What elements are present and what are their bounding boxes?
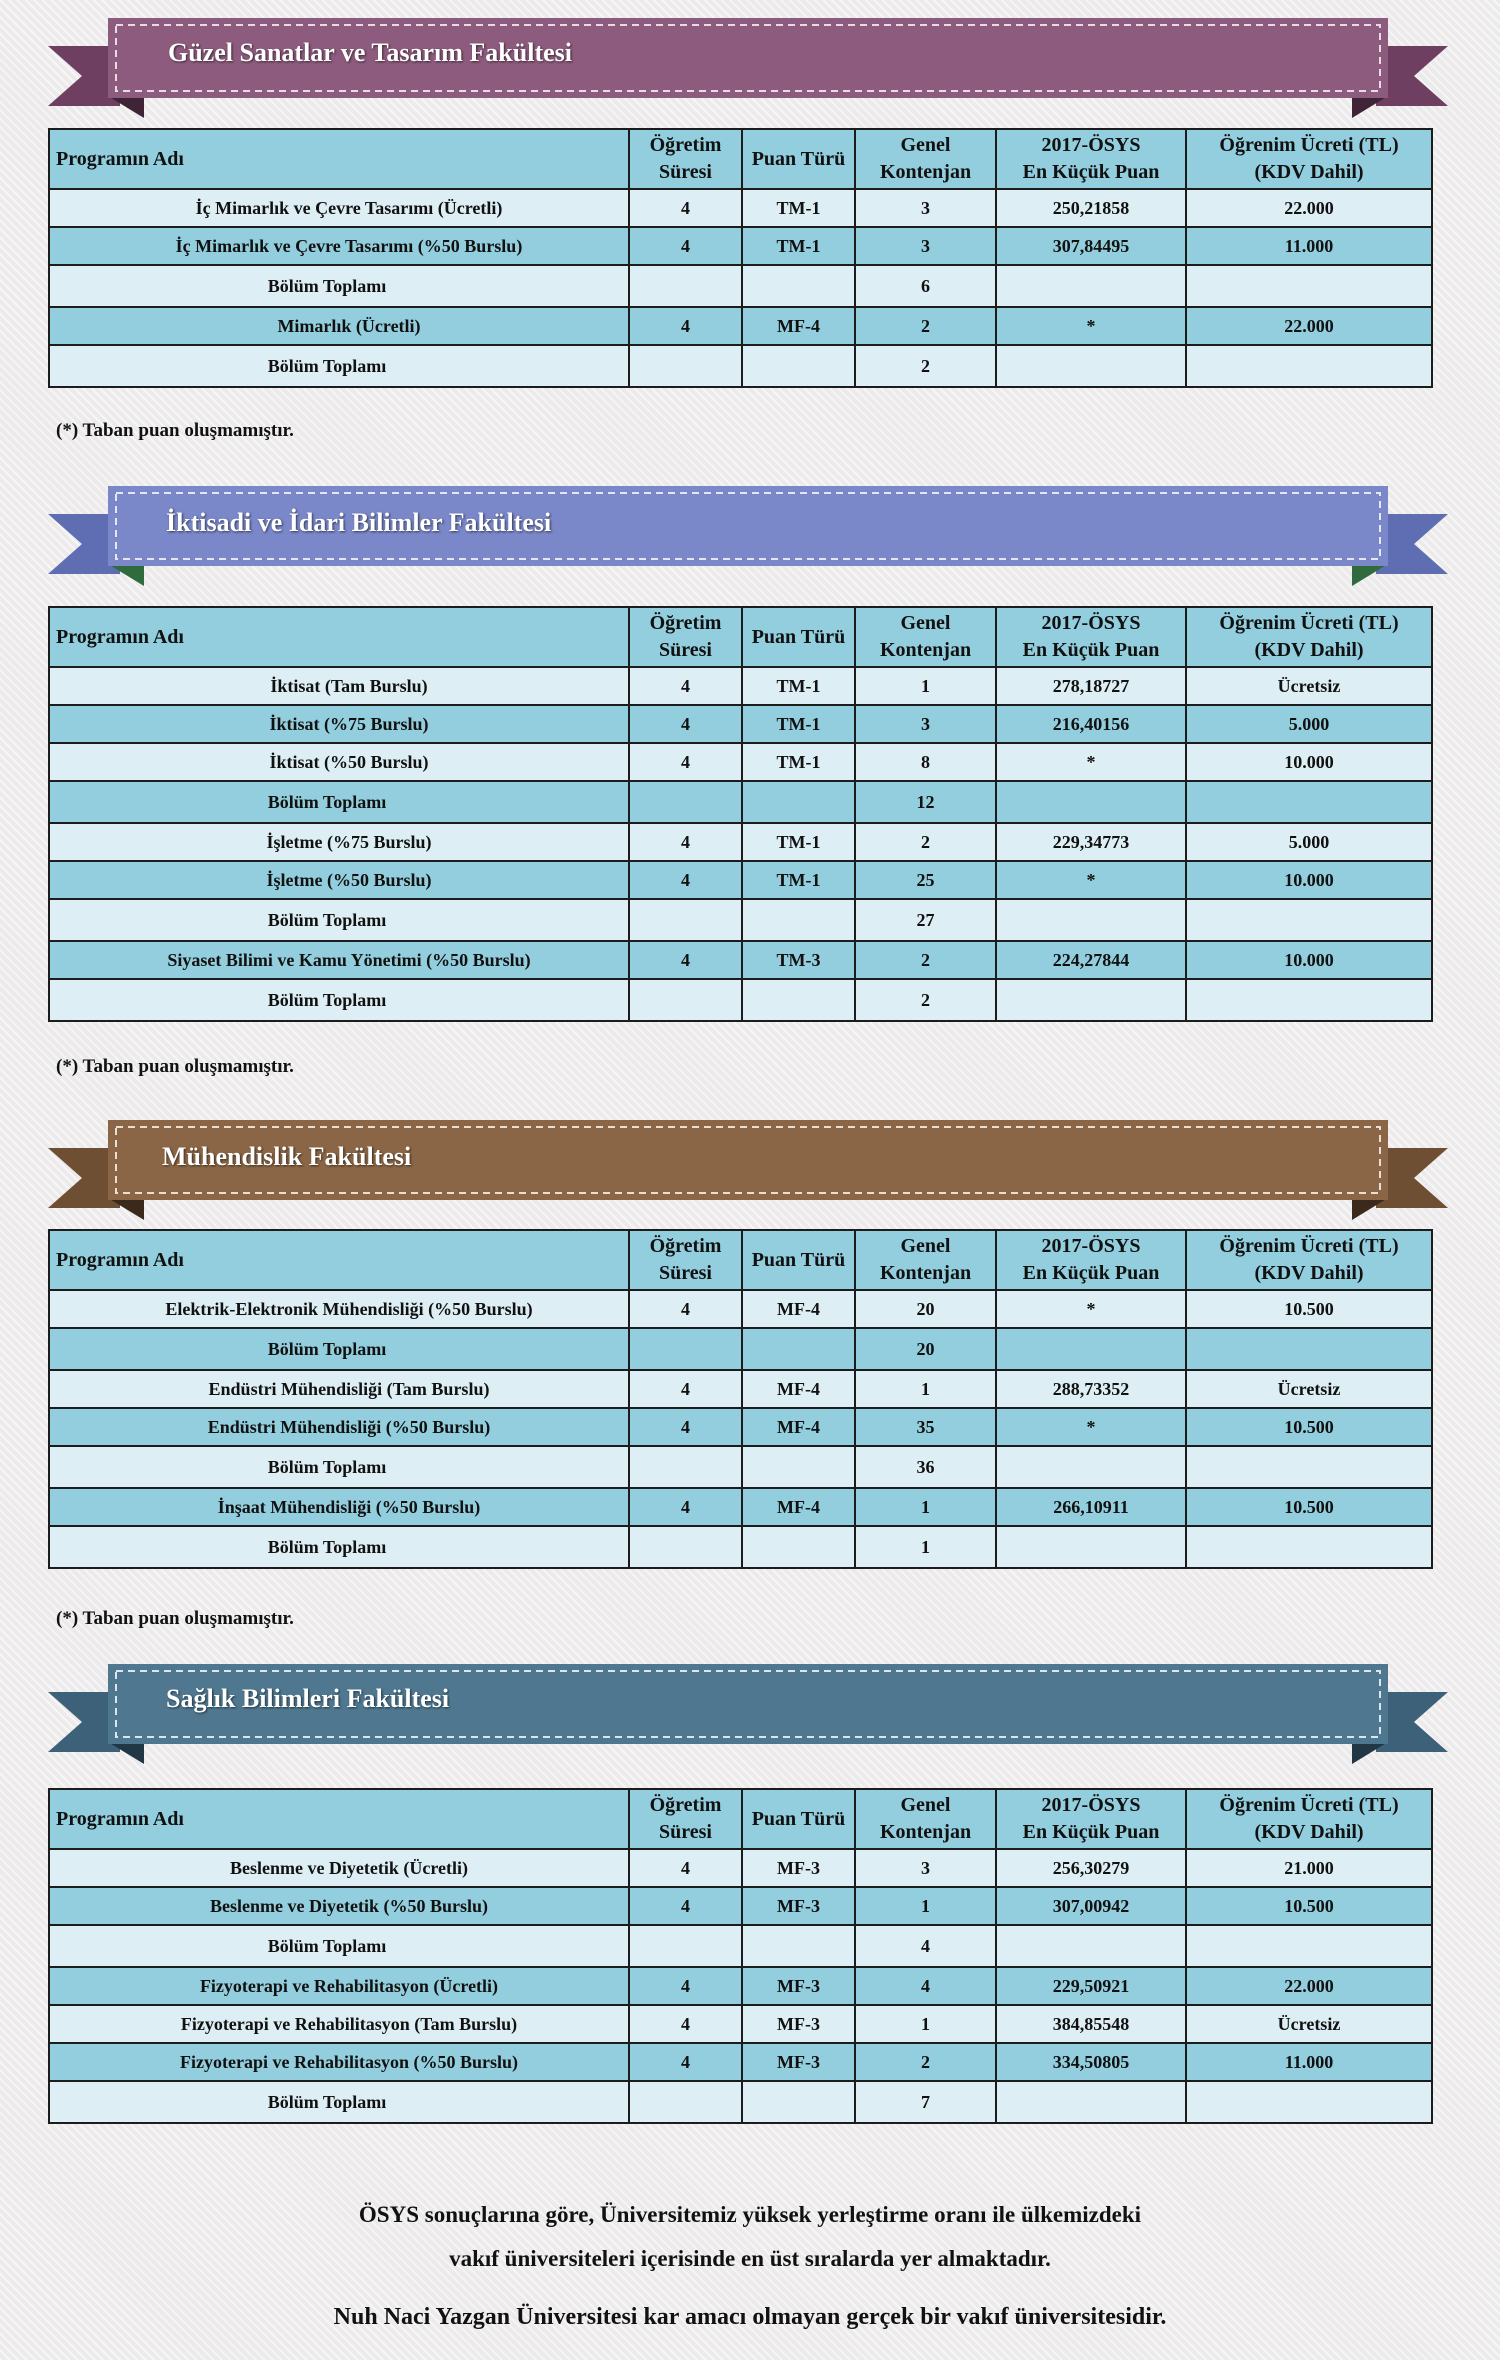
duration-cell: 4 [629,743,742,781]
table-row [49,1488,1432,1526]
total-row [49,345,1432,387]
empty-cell [742,345,855,387]
min-score-cell: * [996,1290,1186,1328]
quota-total-cell: 27 [855,899,996,941]
empty-cell [629,1526,742,1568]
table-row [49,861,1432,899]
score-type-cell: MF-3 [742,2043,855,2081]
empty-cell [1186,1328,1432,1370]
score-type-cell: MF-4 [742,1408,855,1446]
empty-cell [629,1328,742,1370]
quota-total-cell: 12 [855,781,996,823]
quota-cell: 2 [855,307,996,345]
min-score-cell: 216,40156 [996,705,1186,743]
fee-cell: 22.000 [1186,189,1432,227]
score-type-cell: TM-1 [742,823,855,861]
min-score-cell: 288,73352 [996,1370,1186,1408]
table-header-row [49,607,1432,667]
quota-cell: 3 [855,1849,996,1887]
duration-cell: 4 [629,1849,742,1887]
faculty-title: Güzel Sanatlar ve Tasarım Fakültesi [168,38,572,67]
table-row [49,2043,1432,2081]
fee-cell: 10.000 [1186,743,1432,781]
program-name: Siyaset Bilimi ve Kamu Yönetimi (%50 Burslu) [49,941,629,979]
total-row [49,979,1432,1021]
col-header-program: Programın Adı [49,607,629,667]
empty-cell [1186,345,1432,387]
quota-cell: 3 [855,189,996,227]
quota-cell: 3 [855,705,996,743]
min-score-cell: 334,50805 [996,2043,1186,2081]
min-score-cell: 229,50921 [996,1967,1186,2005]
empty-cell [996,899,1186,941]
score-type-cell: MF-4 [742,307,855,345]
program-table-guzel-sanatlar [48,128,1433,388]
min-score-cell: * [996,1408,1186,1446]
table-row [49,941,1432,979]
score-type-cell: MF-3 [742,2005,855,2043]
duration-cell: 4 [629,667,742,705]
table-row [49,1290,1432,1328]
table-row [49,1408,1432,1446]
empty-cell [629,265,742,307]
col-header-duration: Öğretim Süresi [629,1789,742,1849]
fee-cell: 10.500 [1186,1408,1432,1446]
empty-cell [1186,1925,1432,1967]
col-header-duration: Öğretim Süresi [629,607,742,667]
col-header-min-score: 2017-ÖSYS En Küçük Puan [996,129,1186,189]
faculty-title: Mühendislik Fakültesi [162,1142,412,1171]
empty-cell [629,1925,742,1967]
program-name: İşletme (%75 Burslu) [49,823,629,861]
fee-cell: 10.500 [1186,1887,1432,1925]
table-row [49,1849,1432,1887]
min-score-cell: 266,10911 [996,1488,1186,1526]
total-row [49,899,1432,941]
empty-cell [1186,1526,1432,1568]
total-label: Bölüm Toplamı [49,1446,629,1488]
empty-cell [1186,2081,1432,2123]
program-name: İktisat (%75 Burslu) [49,705,629,743]
empty-cell [629,345,742,387]
total-label: Bölüm Toplamı [49,1328,629,1370]
score-type-cell: MF-4 [742,1370,855,1408]
program-name: İç Mimarlık ve Çevre Tasarımı (%50 Burslu) [49,227,629,265]
quota-total-cell: 36 [855,1446,996,1488]
min-score-cell: 384,85548 [996,2005,1186,2043]
footnote: (*) Taban puan oluşmamıştır. [56,1608,294,1629]
program-name: Endüstri Mühendisliği (Tam Burslu) [49,1370,629,1408]
col-header-program: Programın Adı [49,1230,629,1290]
total-label: Bölüm Toplamı [49,979,629,1021]
empty-cell [742,1526,855,1568]
footer-line-1: ÖSYS sonuçlarına göre, Üniversitemiz yüksek yerleştirme oranı ile ülkemizdeki [358,2202,1142,2227]
empty-cell [996,979,1186,1021]
duration-cell: 4 [629,1290,742,1328]
empty-cell [629,1446,742,1488]
total-row [49,1328,1432,1370]
quota-total-cell: 4 [855,1925,996,1967]
duration-cell: 4 [629,2043,742,2081]
fee-cell: Ücretsiz [1186,1370,1432,1408]
fee-cell: 22.000 [1186,307,1432,345]
table-header-row [49,1230,1432,1290]
quota-cell: 4 [855,1967,996,2005]
table-row [49,2005,1432,2043]
program-name: İktisat (Tam Burslu) [49,667,629,705]
quota-cell: 25 [855,861,996,899]
fee-cell: Ücretsiz [1186,2005,1432,2043]
min-score-cell: 278,18727 [996,667,1186,705]
quota-cell: 1 [855,2005,996,2043]
min-score-cell: * [996,861,1186,899]
duration-cell: 4 [629,941,742,979]
min-score-cell: * [996,743,1186,781]
col-header-score-type: Puan Türü [742,607,855,667]
min-score-cell: 250,21858 [996,189,1186,227]
table-header-row [49,1789,1432,1849]
program-name: Fizyoterapi ve Rehabilitasyon (%50 Burslu) [49,2043,629,2081]
empty-cell [629,899,742,941]
table-row [49,1887,1432,1925]
quota-total-cell: 6 [855,265,996,307]
col-header-fee: Öğrenim Ücreti (TL) (KDV Dahil) [1186,1230,1432,1290]
min-score-cell: 307,00942 [996,1887,1186,1925]
empty-cell [996,345,1186,387]
quota-cell: 1 [855,1370,996,1408]
empty-cell [996,1446,1186,1488]
fee-cell: Ücretsiz [1186,667,1432,705]
program-name: Beslenme ve Diyetetik (Ücretli) [49,1849,629,1887]
col-header-score-type: Puan Türü [742,129,855,189]
quota-cell: 35 [855,1408,996,1446]
col-header-quota: Genel Kontenjan [855,129,996,189]
quota-cell: 3 [855,227,996,265]
program-table-saglik [48,1788,1433,2124]
total-label: Bölüm Toplamı [49,2081,629,2123]
duration-cell: 4 [629,307,742,345]
score-type-cell: MF-3 [742,1887,855,1925]
empty-cell [742,1446,855,1488]
duration-cell: 4 [629,227,742,265]
fee-cell: 22.000 [1186,1967,1432,2005]
table-row [49,189,1432,227]
min-score-cell: 256,30279 [996,1849,1186,1887]
score-type-cell: MF-4 [742,1290,855,1328]
duration-cell: 4 [629,1408,742,1446]
col-header-min-score: 2017-ÖSYS En Küçük Puan [996,1789,1186,1849]
footer-line-3: Nuh Naci Yazgan Üniversitesi kar amacı olmayan gerçek bir vakıf üniversitesidir. [333,2304,1167,2330]
quota-total-cell: 2 [855,345,996,387]
fee-cell: 10.500 [1186,1290,1432,1328]
fee-cell: 11.000 [1186,2043,1432,2081]
empty-cell [742,2081,855,2123]
total-label: Bölüm Toplamı [49,345,629,387]
fee-cell: 21.000 [1186,1849,1432,1887]
quota-total-cell: 1 [855,1526,996,1568]
table-row [49,1967,1432,2005]
total-label: Bölüm Toplamı [49,265,629,307]
empty-cell [996,781,1186,823]
total-row [49,1446,1432,1488]
empty-cell [629,781,742,823]
footnote: (*) Taban puan oluşmamıştır. [56,420,294,441]
col-header-duration: Öğretim Süresi [629,1230,742,1290]
min-score-cell: 229,34773 [996,823,1186,861]
table-header-row [49,129,1432,189]
table-row [49,227,1432,265]
empty-cell [742,979,855,1021]
score-type-cell: TM-1 [742,861,855,899]
empty-cell [996,2081,1186,2123]
empty-cell [742,265,855,307]
quota-cell: 2 [855,941,996,979]
score-type-cell: MF-3 [742,1967,855,2005]
empty-cell [996,1328,1186,1370]
score-type-cell: TM-1 [742,705,855,743]
duration-cell: 4 [629,1967,742,2005]
score-type-cell: TM-1 [742,667,855,705]
table-row [49,823,1432,861]
duration-cell: 4 [629,189,742,227]
table-row [49,705,1432,743]
score-type-cell: MF-3 [742,1849,855,1887]
min-score-cell: 307,84495 [996,227,1186,265]
empty-cell [996,265,1186,307]
program-name: Beslenme ve Diyetetik (%50 Burslu) [49,1887,629,1925]
empty-cell [996,1526,1186,1568]
col-header-fee: Öğrenim Ücreti (TL) (KDV Dahil) [1186,129,1432,189]
program-table-muhendislik [48,1229,1433,1569]
program-name: Endüstri Mühendisliği (%50 Burslu) [49,1408,629,1446]
program-table-iktisadi [48,606,1433,1022]
duration-cell: 4 [629,2005,742,2043]
total-label: Bölüm Toplamı [49,1925,629,1967]
footnote: (*) Taban puan oluşmamıştır. [56,1056,294,1077]
fee-cell: 10.000 [1186,861,1432,899]
score-type-cell: TM-3 [742,941,855,979]
col-header-fee: Öğrenim Ücreti (TL) (KDV Dahil) [1186,1789,1432,1849]
faculty-title: İktisadi ve İdari Bilimler Fakültesi [166,508,552,537]
table-row [49,667,1432,705]
col-header-quota: Genel Kontenjan [855,1230,996,1290]
col-header-quota: Genel Kontenjan [855,1789,996,1849]
empty-cell [1186,979,1432,1021]
total-row [49,781,1432,823]
program-name: Elektrik-Elektronik Mühendisliği (%50 Burslu) [49,1290,629,1328]
col-header-min-score: 2017-ÖSYS En Küçük Puan [996,607,1186,667]
col-header-score-type: Puan Türü [742,1230,855,1290]
fee-cell: 5.000 [1186,705,1432,743]
program-name: Fizyoterapi ve Rehabilitasyon (Tam Burslu) [49,2005,629,2043]
col-header-min-score: 2017-ÖSYS En Küçük Puan [996,1230,1186,1290]
footer-line-2: vakıf üniversiteleri içerisinde en üst sıralarda yer almaktadır. [449,2246,1051,2271]
duration-cell: 4 [629,1488,742,1526]
total-label: Bölüm Toplamı [49,1526,629,1568]
empty-cell [629,2081,742,2123]
empty-cell [742,1925,855,1967]
empty-cell [742,781,855,823]
total-row [49,1925,1432,1967]
fee-cell: 11.000 [1186,227,1432,265]
empty-cell [1186,899,1432,941]
duration-cell: 4 [629,823,742,861]
program-name: Mimarlık (Ücretli) [49,307,629,345]
quota-total-cell: 20 [855,1328,996,1370]
col-header-quota: Genel Kontenjan [855,607,996,667]
quota-cell: 20 [855,1290,996,1328]
program-name: İşletme (%50 Burslu) [49,861,629,899]
faculty-title: Sağlık Bilimleri Fakültesi [166,1684,450,1713]
total-row [49,2081,1432,2123]
empty-cell [742,1328,855,1370]
quota-cell: 1 [855,1488,996,1526]
table-row [49,1370,1432,1408]
empty-cell [996,1925,1186,1967]
score-type-cell: TM-1 [742,227,855,265]
faculty-banner-iktisadi [48,486,1448,616]
empty-cell [1186,1446,1432,1488]
min-score-cell: * [996,307,1186,345]
duration-cell: 4 [629,861,742,899]
table-row [49,743,1432,781]
score-type-cell: TM-1 [742,189,855,227]
col-header-score-type: Puan Türü [742,1789,855,1849]
empty-cell [1186,265,1432,307]
quota-cell: 1 [855,667,996,705]
empty-cell [629,979,742,1021]
col-header-fee: Öğrenim Ücreti (TL) (KDV Dahil) [1186,607,1432,667]
min-score-cell: 224,27844 [996,941,1186,979]
quota-cell: 1 [855,1887,996,1925]
fee-cell: 10.500 [1186,1488,1432,1526]
score-type-cell: MF-4 [742,1488,855,1526]
col-header-program: Programın Adı [49,1789,629,1849]
total-row [49,265,1432,307]
table-row [49,307,1432,345]
program-name: İç Mimarlık ve Çevre Tasarımı (Ücretli) [49,189,629,227]
program-name: İktisat (%50 Burslu) [49,743,629,781]
duration-cell: 4 [629,705,742,743]
empty-cell [1186,781,1432,823]
total-label: Bölüm Toplamı [49,899,629,941]
quota-cell: 2 [855,2043,996,2081]
quota-cell: 8 [855,743,996,781]
col-header-duration: Öğretim Süresi [629,129,742,189]
duration-cell: 4 [629,1370,742,1408]
total-label: Bölüm Toplamı [49,781,629,823]
total-row [49,1526,1432,1568]
quota-cell: 2 [855,823,996,861]
col-header-program: Programın Adı [49,129,629,189]
program-name: İnşaat Mühendisliği (%50 Burslu) [49,1488,629,1526]
duration-cell: 4 [629,1887,742,1925]
fee-cell: 10.000 [1186,941,1432,979]
faculty-banner-saglik [48,1664,1448,1794]
fee-cell: 5.000 [1186,823,1432,861]
score-type-cell: TM-1 [742,743,855,781]
program-name: Fizyoterapi ve Rehabilitasyon (Ücretli) [49,1967,629,2005]
empty-cell [742,899,855,941]
quota-total-cell: 2 [855,979,996,1021]
quota-total-cell: 7 [855,2081,996,2123]
